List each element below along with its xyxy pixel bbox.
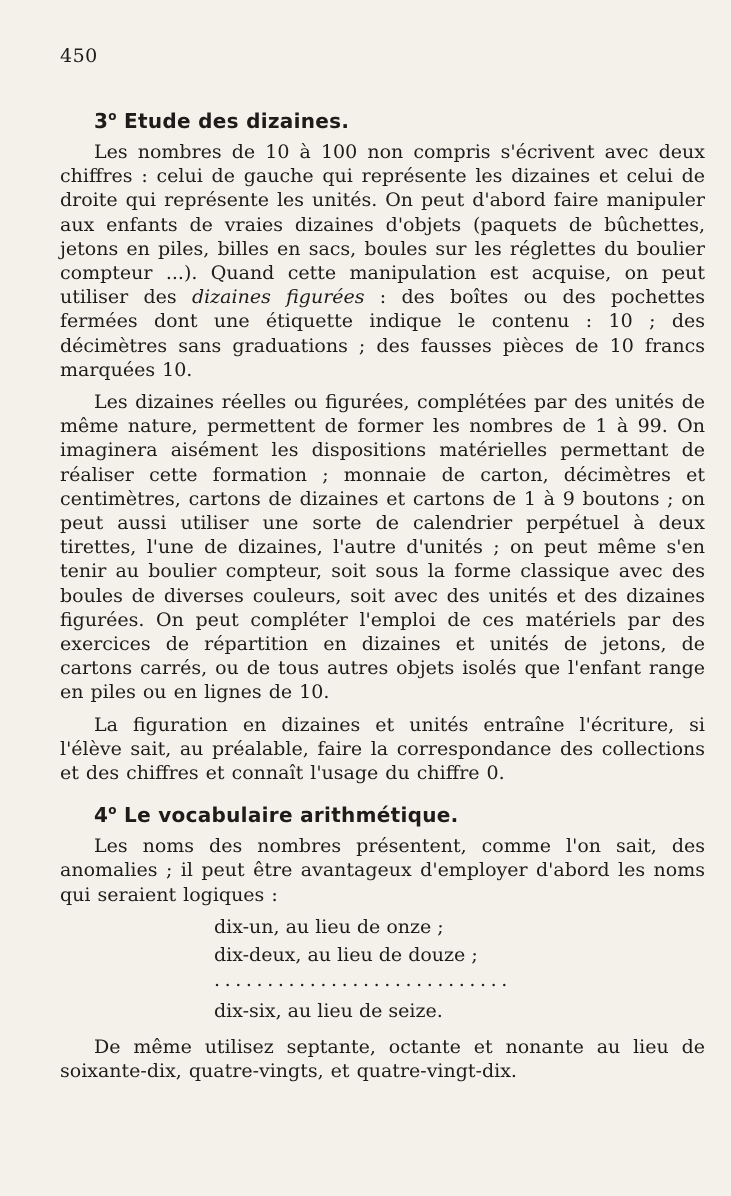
section-3-p1-italic: dizaines figurées (191, 286, 365, 309)
section-4-p2-text: De même utilisez septante, octante et nonante au lieu de soixante-dix, quatre-vingts, et quatre-vingt-dix. (60, 1035, 705, 1083)
section-3-p3-text: La figuration en dizaines et unités entraîne l'écriture, si l'élève sait, au préalable, faire la correspondance des collections et des chiffres et connaît l'usage du chiffre 0. (60, 713, 705, 785)
section-4-p1-text: Les noms des nombres présentent, comme l'on sait, des anomalies ; il peut être avantageux d'employer d'abord les noms qui seraient logiques : (60, 835, 705, 906)
example-line-3: dix-six, au lieu de seize. (214, 999, 443, 1022)
section-3-paragraph-3 (60, 713, 705, 786)
section-4-heading (94, 797, 705, 828)
page-content (60, 103, 705, 1083)
section-3-paragraph-1 (60, 140, 705, 382)
section-4-paragraph-1 (60, 834, 705, 907)
page-number: 450 (60, 45, 98, 67)
example-line-2: dix-deux, au lieu de douze ; (214, 943, 478, 966)
section-3-ordinal: o (108, 109, 117, 123)
section-3-p1-text-a: Les nombres de 10 à 100 non compris s'écrivent avec deux chiffres : celui de gauche qui représente les dizaines et celui de droite qui représente les unités. On peut d'abord faire manipuler aux enfants de vraies dizaines d'objets (paquets de bûchettes, jetons en piles, billes en sacs, boules sur les réglettes du boulier compteur ...). Quand cette manipulation est acquise, on peut utiliser des (60, 141, 705, 309)
example-ellipsis-dots: ............................ (214, 968, 512, 991)
section-4-title: Le vocabulaire arithmétique. (124, 803, 459, 828)
section-4-ordinal: o (108, 803, 117, 818)
section-3-number: 3 (94, 109, 109, 133)
section-3-p2-text: Les dizaines réelles ou figurées, complétées par des unités de même nature, permettent de former les nombres de 1 à 99. On imaginera aisément les dispositions matérielles permettant de réaliser cette formation ; monnaie de carton, décimètres et centimètres, cartons de dizaines et cartons de 1 à 9 boutons ; on peut aussi utiliser une sorte de calendrier perpétuel à deux tirettes, l'une de dizaines, l'autre d'unités ; on peut même s'en tenir au boulier compteur, soit sous la forme classique avec des boules de diverses couleurs, soit avec des unités et des dizaines figurées. On peut compléter l'emploi de ces matériels par des exercices de répartition en dizaines et unités de jetons, de cartons carrés, ou de tous autres objets isolés que l'enfant range en piles ou en lignes de 10. (60, 391, 705, 704)
example-line-1: dix-un, au lieu de onze ; (214, 915, 444, 938)
number-name-examples (214, 913, 705, 1025)
section-3-heading (94, 103, 705, 134)
section-3-paragraph-2 (60, 390, 705, 705)
section-3-title: Etude des dizaines. (124, 109, 350, 133)
section-4-number: 4 (94, 803, 109, 828)
section-3-p1-text-b: : des boîtes ou des pochettes fermées dont une étiquette indique le contenu : 10 ; des décimètres sans graduations ; des fausses pièces de 10 francs marquées 10. (60, 286, 705, 381)
section-4-paragraph-2 (60, 1035, 705, 1083)
